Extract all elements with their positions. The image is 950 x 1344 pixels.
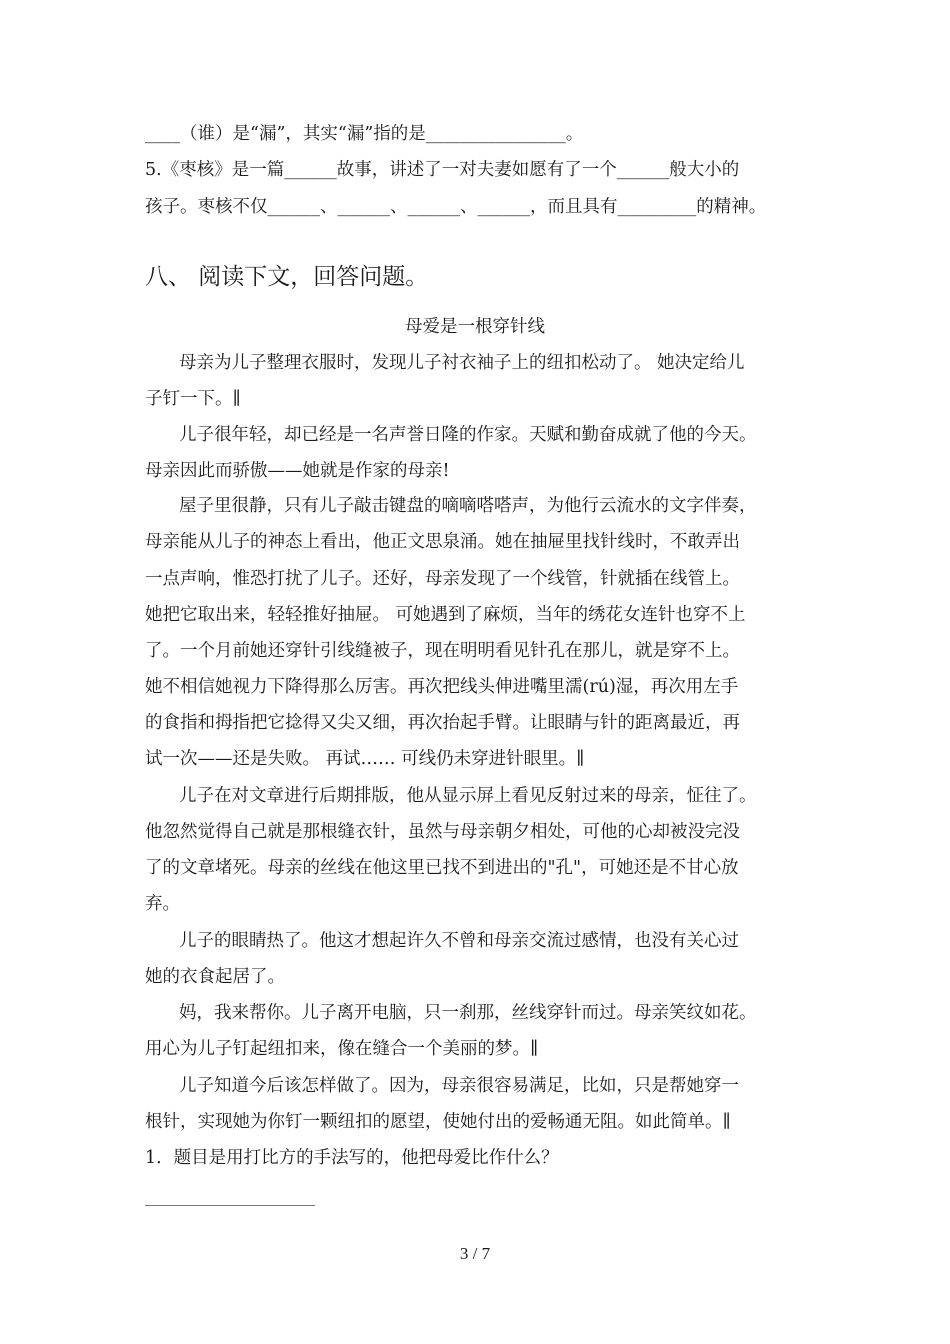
passage-line: 屋子里很静，只有儿子敲击键盘的嘀嘀嗒嗒声，为他行云流水的文字伴奏，: [179, 496, 757, 516]
question-1: 1．题目是用打比方的手法写的，他把母爱比作什么？: [145, 1148, 559, 1168]
passage-line: 儿子在对文章进行后期排版，他从显示屏上看见反射过来的母亲，怔往了。: [179, 786, 757, 806]
passage-line: 母亲为儿子整理衣服时，发现儿子衬衣袖子上的纽扣松动了。 她决定给儿: [179, 353, 745, 373]
page-number: 3 / 7: [459, 1244, 491, 1263]
passage-line: 的食指和拇指把它捻得又尖又细，再次抬起手臂。让眼睛与针的距离最近，再: [145, 713, 740, 733]
answer-blank-line: [145, 1205, 315, 1206]
passage-line: 了。一个月前她还穿针引线缝被子，现在明明看见针孔在那儿，就是穿不上。: [145, 641, 740, 661]
fill-in-line-1: ____（谁）是“漏”，其实“漏”指的是________________。: [145, 124, 584, 144]
passage-line: 一点声响，惟恐打扰了儿子。还好，母亲发现了一个线管，针就插在线管上。: [145, 569, 740, 589]
passage-line: 儿子很年轻，却已经是一名声誉日隆的作家。天赋和勤奋成就了他的今天。: [179, 425, 757, 445]
passage-line: 根针，实现她为你钉一颗纽扣的愿望，使她付出的爱畅通无阻。如此简单。∥: [145, 1112, 731, 1132]
passage-line: 儿子知道今后该怎样做了。因为，母亲很容易满足，比如，只是帮她穿一: [179, 1076, 739, 1096]
section-heading: 八、 阅读下文，回答问题。: [145, 264, 429, 290]
passage-line: 试一次——还是失败。 再试…… 可线仍未穿进针眼里。∥: [145, 749, 585, 769]
passage-line: 母亲能从儿子的神态上看出，他正文思泉涌。她在抽屉里找针线时，不敢弄出: [145, 532, 740, 552]
passage-line: 她不相信她视力下降得那么厉害。再次把线头伸进嘴里濡(rú)湿，再次用左手: [145, 677, 739, 697]
passage-line: 母亲因此而骄傲——她就是作家的母亲!: [145, 461, 450, 481]
passage-line: 子钉一下。∥: [145, 389, 241, 409]
passage-line: 她的衣食起居了。: [145, 967, 285, 987]
fill-in-line-2: 5.《枣核》是一篇______故事，讲述了一对夫妻如愿有了一个______般大小的: [145, 160, 740, 180]
passage-line: 妈，我来帮你。儿子离开电脑，只一刹那，丝线穿针而过。母亲笑纹如花。: [179, 1003, 757, 1023]
fill-in-line-3: 孩子。枣核不仅______、______、______、______，而且具有_________的精神。: [145, 197, 767, 217]
passage-line: 他忽然觉得自己就是那根缝衣针，虽然与母亲朝夕相处，可他的心却被没完没: [145, 822, 740, 842]
passage-line: 她把它取出来，轻轻推好抽屉。 可她遇到了麻烦，当年的绣花女连针也穿不上: [145, 605, 746, 625]
passage-line: 弃。: [145, 894, 180, 914]
passage-line: 用心为儿子钉起纽扣来，像在缝合一个美丽的梦。∥: [145, 1039, 539, 1059]
passage-line: 了的文章堵死。母亲的丝线在他这里已找不到进出的"孔"，可她还是不甘心放: [145, 858, 739, 878]
passage-line: 儿子的眼睛热了。他这才想起许久不曾和母亲交流过感情，也没有关心过: [179, 931, 739, 951]
passage-title: 母爱是一根穿针线: [405, 317, 545, 337]
